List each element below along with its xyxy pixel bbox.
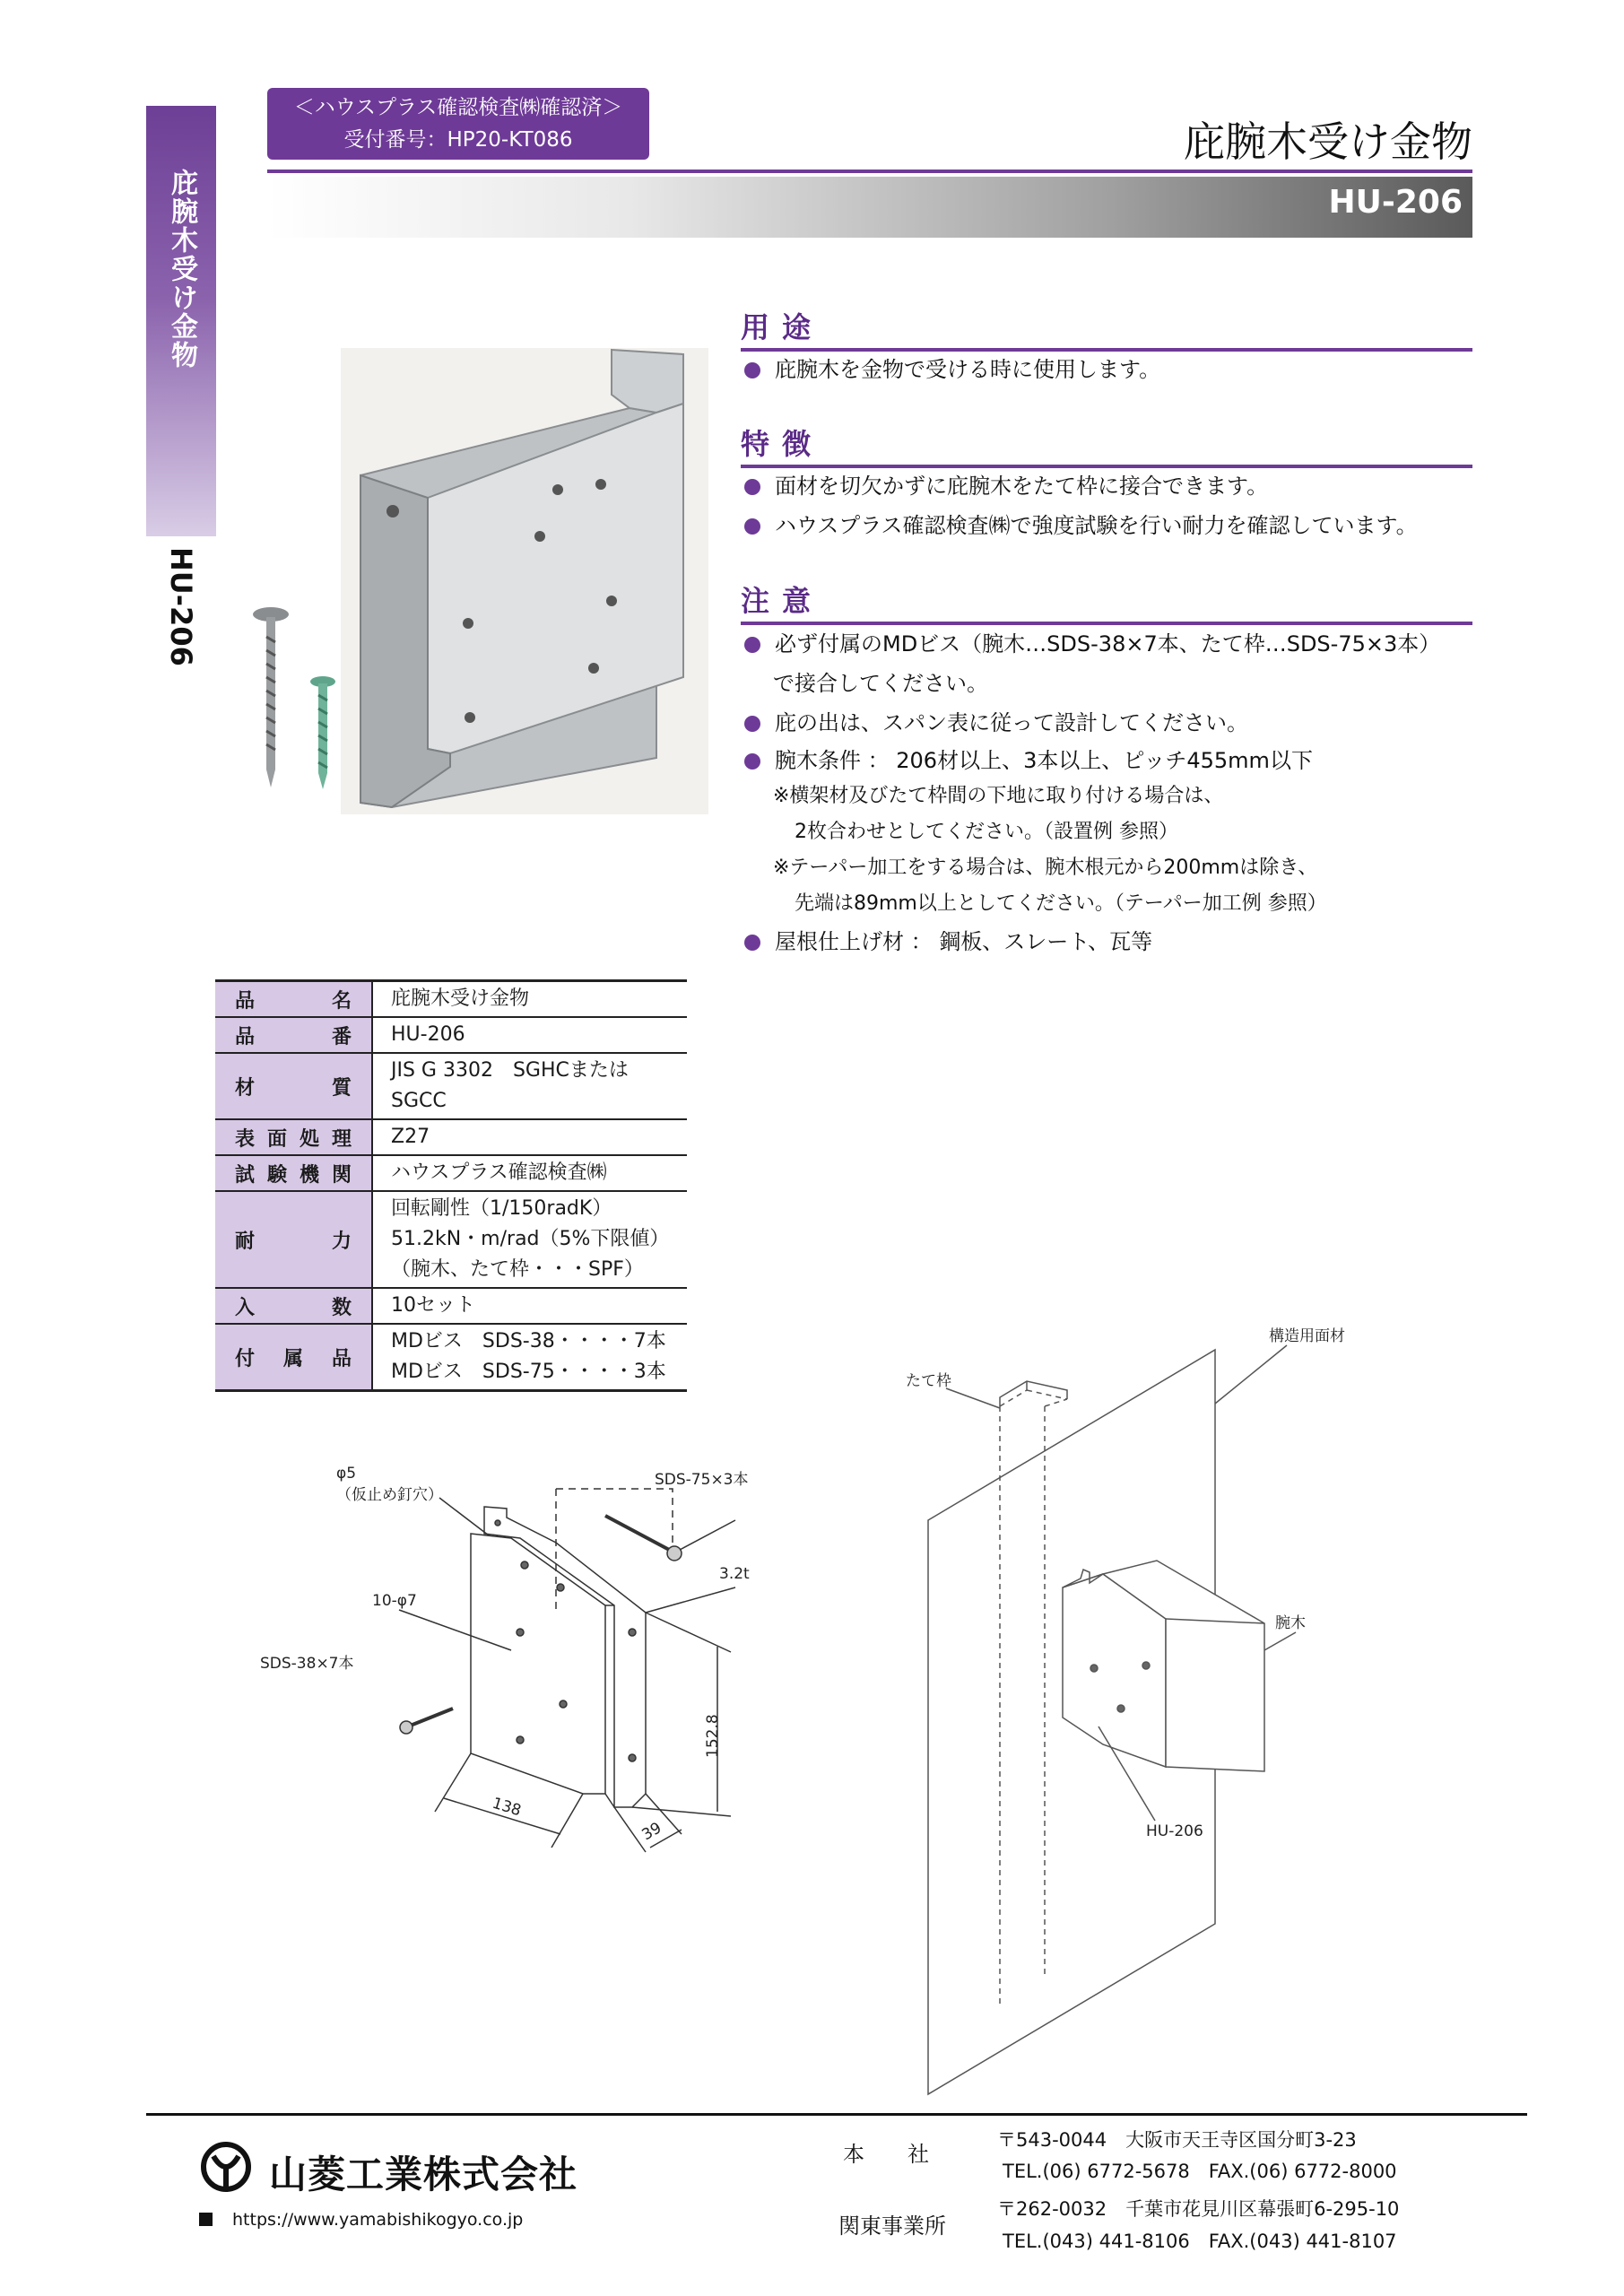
square-bullet-icon — [199, 2213, 213, 2226]
bullet-icon — [744, 753, 760, 770]
dim-width: 138 — [490, 1794, 524, 1821]
side-tab — [146, 106, 216, 536]
hq-address: 〒543-0044 大阪市天王寺区国分町3-23 — [997, 2129, 1357, 2151]
usage-item: 庇腕木を金物で受ける時に使用します。 — [744, 352, 1160, 383]
table-row: 耐力 回転剛性（1/150radK） 51.2kN・m/rad（5%下限値） （腕木、たて枠・・・SPF） — [215, 1191, 687, 1288]
certification-badge — [267, 88, 649, 160]
dimension-diagram — [251, 1453, 807, 1883]
label-sds75: SDS-75×3本 — [655, 1471, 749, 1489]
label-phi5: φ5 — [336, 1465, 357, 1483]
label-thickness: 3.2t — [719, 1565, 750, 1583]
bullet-icon — [744, 716, 760, 732]
side-tab-label: 庇腕木受け金物 — [166, 169, 197, 370]
table-row: 品名 庇腕木受け金物 — [215, 981, 687, 1018]
usage-heading: 用途 — [741, 305, 1472, 352]
cert-line-2: 受付番号：HP20-KT086 — [343, 128, 573, 152]
caution-heading: 注意 — [741, 578, 1472, 625]
label-phi5-note: （仮止め釘穴） — [336, 1486, 443, 1504]
kanto-address: 〒262-0032 千葉市花見川区幕張町6-295-10 — [997, 2198, 1400, 2220]
caution-item-cont: で接合してください。 — [773, 671, 988, 696]
screw-long-icon — [253, 607, 289, 787]
bullet-icon — [744, 637, 760, 653]
table-row: 試験機関 ハウスプラス確認検査㈱ — [215, 1155, 687, 1191]
company-url[interactable]: https://www.yamabishikogyo.co.jp — [199, 2210, 523, 2230]
company-name: 山菱工業株式会社 — [269, 2152, 578, 2196]
features-heading: 特徴 — [741, 422, 1472, 468]
kanto-phone: TEL.(043) 441-8106 FAX.(043) 441-8107 — [1003, 2231, 1397, 2252]
caution-item: 必ず付属のMDビス（腕木…SDS-38×7本、たて枠…SDS-75×3本） — [744, 626, 1440, 657]
page-title: 庇腕木受け金物 — [1184, 117, 1472, 166]
kanto-label: 関東事業所 — [838, 2213, 946, 2239]
label-arm: 腕木 — [1275, 1614, 1306, 1632]
spec-table — [215, 979, 687, 1392]
bullet-icon — [744, 935, 760, 951]
label-holes: 10-φ7 — [372, 1592, 417, 1610]
model-number: HU-206 — [1328, 184, 1463, 221]
table-row: 入数 10セット — [215, 1288, 687, 1324]
side-tab-code: HU-206 — [164, 547, 198, 666]
label-panel: 構造用面材 — [1269, 1327, 1345, 1345]
product-photo — [235, 341, 719, 825]
caution-note: ※テーパー加工をする場合は、腕木根元から200mmは除き、 — [773, 857, 1318, 879]
label-sds38: SDS-38×7本 — [260, 1655, 354, 1673]
screw-short-icon — [310, 676, 335, 789]
table-row: 付属品 MDビス SDS-38・・・・7本 MDビス SDS-75・・・・3本 — [215, 1324, 687, 1391]
features-item: 面材を切欠かずに庇腕木をたて枠に接合できます。 — [744, 468, 1268, 500]
bullet-icon — [744, 479, 760, 495]
table-row: 表面処理 Z27 — [215, 1119, 687, 1155]
hq-phone: TEL.(06) 6772-5678 FAX.(06) 6772-8000 — [1003, 2161, 1397, 2182]
caution-item: 屋根仕上げ材 ： 鋼板、スレート、瓦等 — [744, 924, 1152, 955]
hq-label: 本 社 — [843, 2142, 929, 2167]
label-part: HU-206 — [1146, 1822, 1203, 1840]
table-row: 材質 JIS G 3302 SGHCまたはSGCC — [215, 1053, 687, 1119]
company-logo-icon — [197, 2142, 255, 2192]
bullet-icon — [744, 362, 760, 378]
cert-line-1: ＜ハウスプラス確認検査㈱確認済＞ — [293, 96, 623, 119]
caution-note: 2枚合わせとしてください。（設置例 参照） — [795, 821, 1178, 843]
caution-item: 腕木条件 ： 206材以上、3本以上、ピッチ455mm以下 — [744, 743, 1313, 774]
bullet-icon — [744, 518, 760, 535]
table-row: 品番 HU-206 — [215, 1017, 687, 1053]
label-stud: たて枠 — [906, 1372, 951, 1390]
features-item: ハウスプラス確認検査㈱で強度試験を行い耐力を確認しています。 — [744, 508, 1418, 539]
caution-note: 先端は89mm以上としてください。（テーパー加工例 参照） — [795, 892, 1327, 915]
installation-diagram — [888, 1314, 1390, 2103]
model-bar — [267, 177, 1472, 238]
title-rule — [267, 170, 1472, 173]
dim-depth: 39 — [638, 1819, 665, 1845]
caution-note: ※横架材及びたて枠間の下地に取り付ける場合は、 — [773, 785, 1224, 807]
dim-height: 152.8 — [704, 1714, 722, 1758]
footer-rule — [146, 2113, 1527, 2116]
caution-item: 庇の出は、スパン表に従って設計してください。 — [744, 705, 1248, 736]
